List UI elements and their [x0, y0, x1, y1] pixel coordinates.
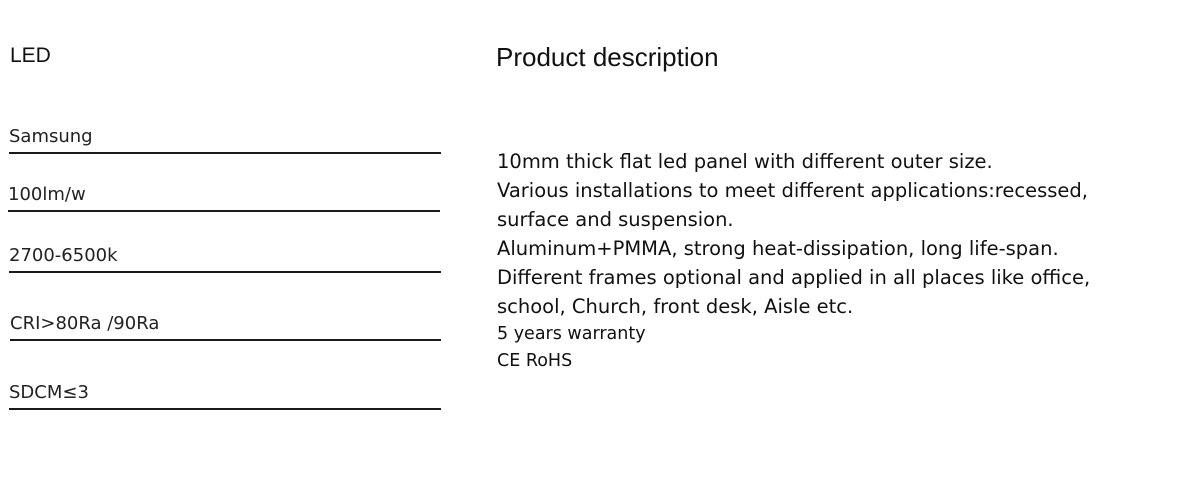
spec-efficacy: 100lm/w	[8, 184, 440, 212]
description-line: Various installations to meet different applications:recessed,	[497, 179, 1088, 202]
product-description-text	[497, 147, 1177, 375]
spec-led-brand: Samsung	[9, 126, 441, 154]
description-line: 5 years warranty	[497, 324, 646, 344]
description-line: surface and suspension.	[497, 208, 734, 231]
spec-color-temperature: 2700-6500k	[9, 245, 441, 273]
spec-cri: CRI>80Ra /90Ra	[10, 313, 441, 341]
description-line: Aluminum+PMMA, strong heat-dissipation, long life-span.	[497, 237, 1059, 260]
product-description-heading: Product description	[496, 42, 719, 72]
description-line: Different frames optional and applied in all places like office,	[497, 266, 1091, 289]
spec-sdcm: SDCM≤3	[9, 382, 441, 410]
led-heading: LED	[10, 44, 51, 67]
description-line: 10mm thick flat led panel with different outer size.	[497, 150, 993, 173]
description-line: CE RoHS	[497, 351, 573, 371]
description-line: school, Church, front desk, Aisle etc.	[497, 295, 854, 318]
